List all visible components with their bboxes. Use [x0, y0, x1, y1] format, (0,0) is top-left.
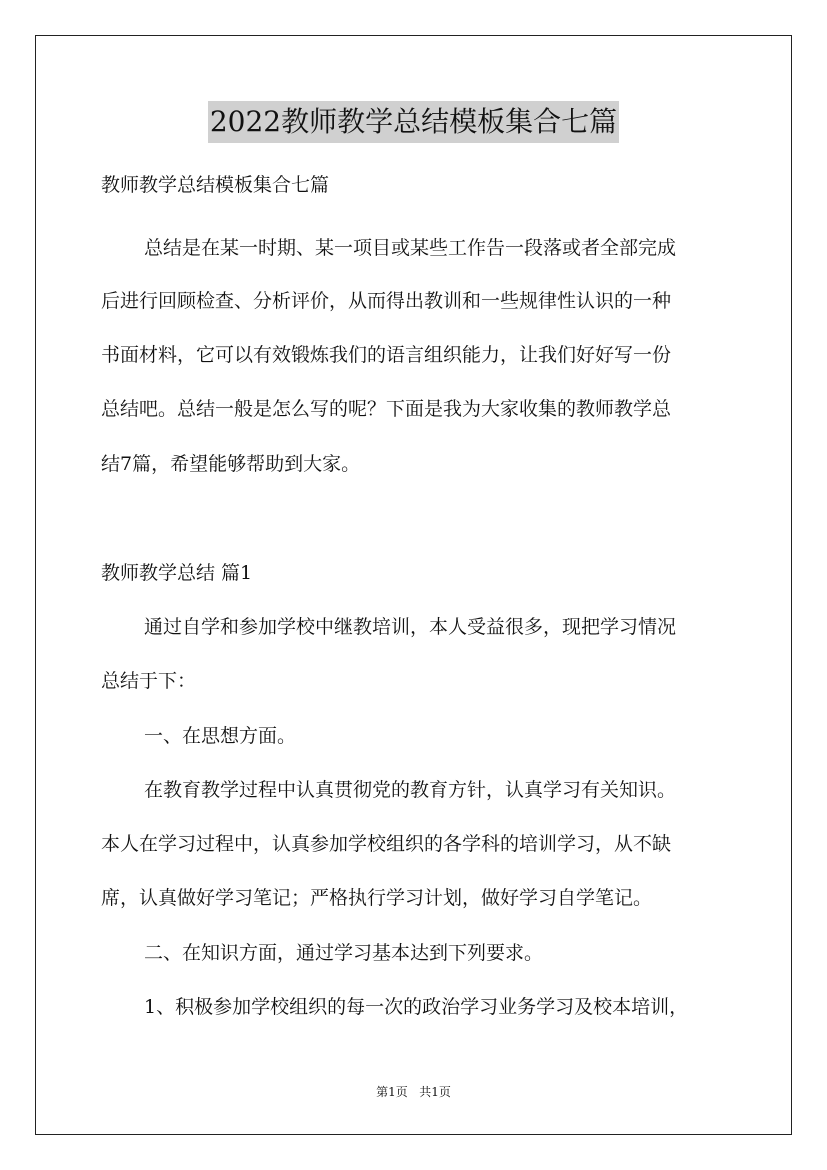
document-title: 2022教师教学总结模板集合七篇 [208, 101, 619, 143]
paragraph-line: 1、积极参加学校组织的每一次的政治学习业务学习及校本培训， [144, 996, 689, 1018]
paragraph-line: 席，认真做好学习笔记；严格执行学习计划，做好学习自学笔记。 [101, 887, 653, 909]
paragraph-line: 通过自学和参加学校中继教培训，本人受益很多，现把学习情况 [144, 616, 677, 638]
paragraph-line: 总结是在某一时期、某一项目或某些工作告一段落或者全部完成 [144, 237, 677, 259]
page-number: 第1页 [376, 1085, 408, 1099]
page-total: 共1页 [419, 1085, 451, 1099]
paragraph-line: 后进行回顾检查、分析评价，从而得出教训和一些规律性认识的一种 [101, 290, 672, 312]
page-footer [0, 1082, 827, 1102]
paragraph-line: 总结吧。总结一般是怎么写的呢？下面是我为大家收集的教师教学总 [101, 398, 672, 420]
paragraph-line: 本人在学习过程中，认真参加学校组织的各学科的培训学习，从不缺 [101, 833, 672, 855]
paragraph-line: 结7篇，希望能够帮助到大家。 [101, 453, 361, 475]
paragraph-line: 二、在知识方面，通过学习基本达到下列要求。 [144, 942, 544, 964]
section-heading: 教师教学总结 篇1 [101, 562, 253, 584]
title-container [0, 101, 827, 143]
document-subtitle: 教师教学总结模板集合七篇 [101, 174, 330, 196]
paragraph-line: 在教育教学过程中认真贯彻党的教育方针，认真学习有关知识。 [144, 779, 677, 801]
paragraph-line: 一、在思想方面。 [144, 725, 297, 747]
paragraph-line: 总结于下： [101, 670, 197, 692]
paragraph-line: 书面材料，它可以有效锻炼我们的语言组织能力，让我们好好写一份 [101, 344, 672, 366]
